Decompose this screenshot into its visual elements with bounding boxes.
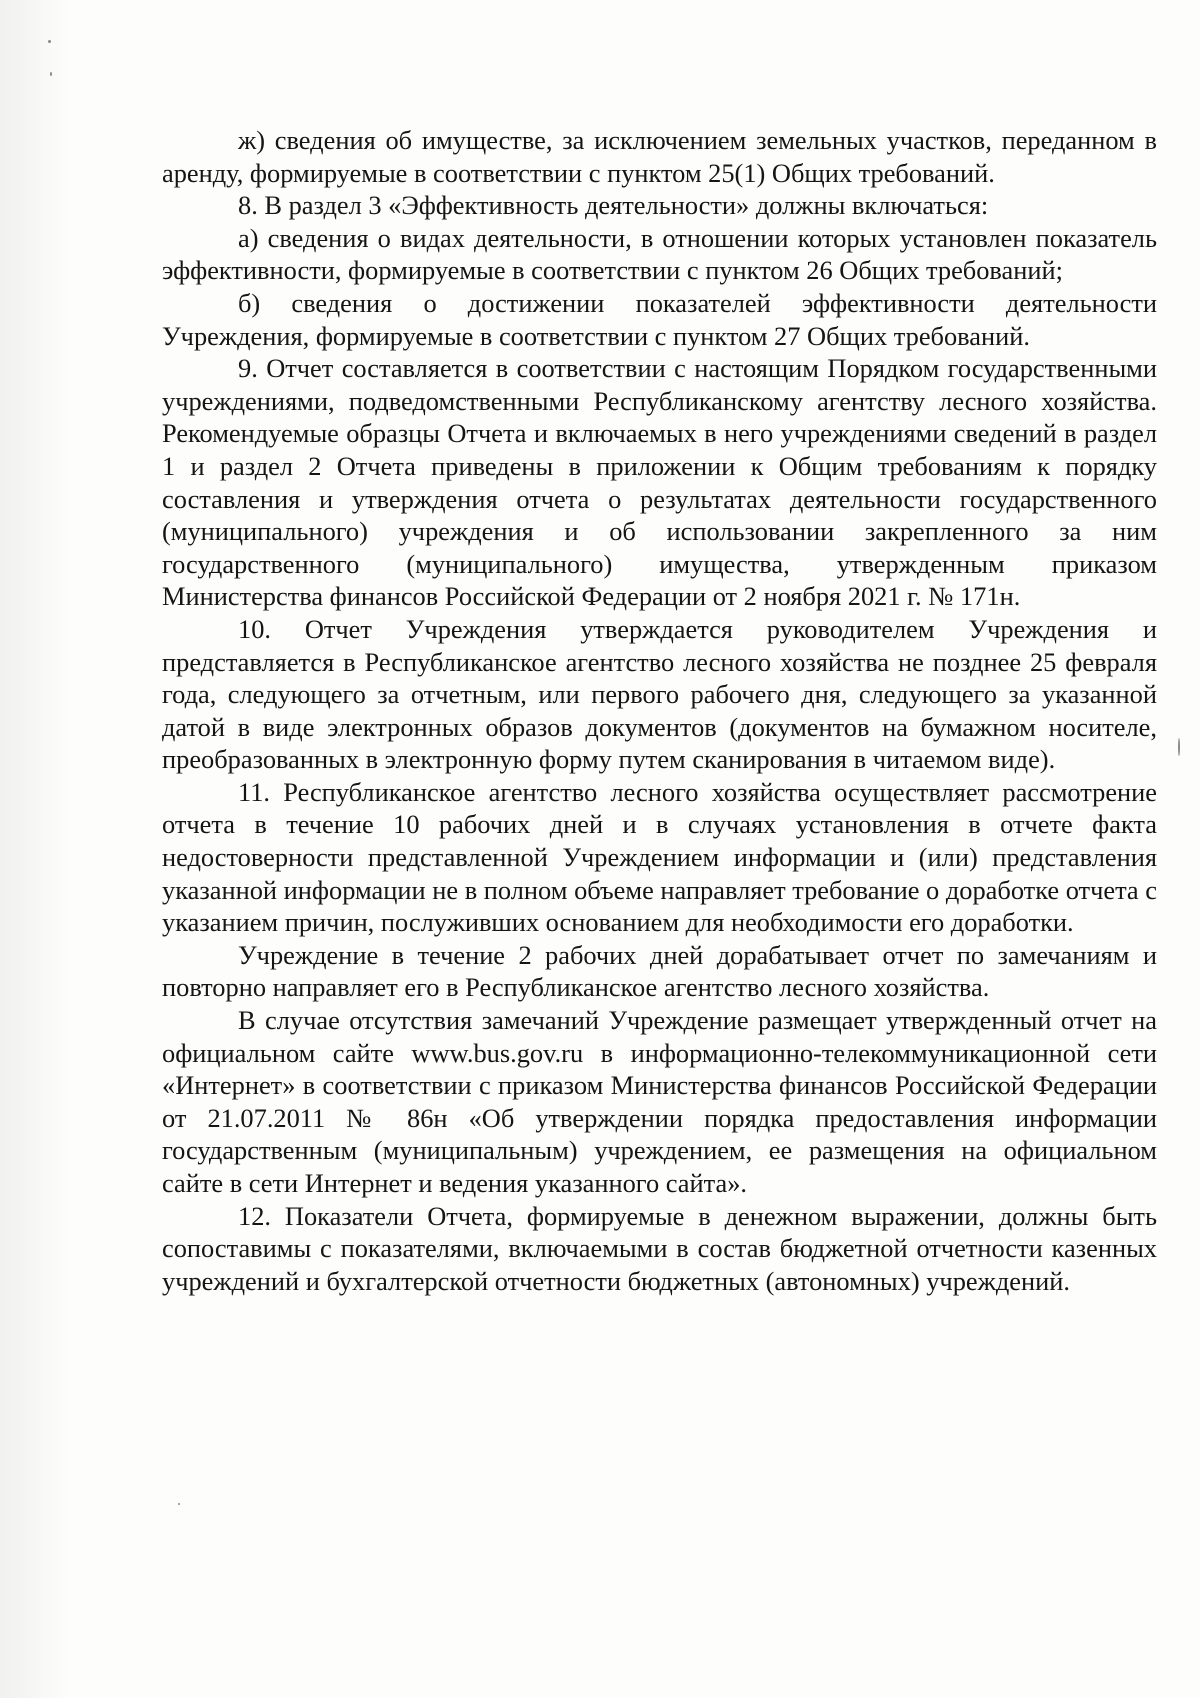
paragraph-clause-8-b: б) сведения о достижении показателей эффективности деятельности Учреждения, формируемые в соответствии с пунктом 27 Общих требований. xyxy=(162,287,1157,351)
scan-speck xyxy=(48,40,51,43)
scan-shadow-edge xyxy=(0,0,70,1698)
paragraph-clause-9: 9. Отчет составляется в соответствии с настоящим Порядком государственными учреждениями, подведомственными Республиканскому агентству лесного хозяйства. Рекомендуемые образцы Отчета и включаемых в него учреждениями сведений в раздел 1 и раздел 2 Отчета приведены в приложении к Общим требованиям к порядку составления и утверждения отчета о результатах деятельности государственного (муниципального) учреждения и об использовании закрепленного за ним государственного (муниципального) имущества, утвержденным приказом Министерства финансов Российской Федерации от 2 ноября 2021 г. № 171н. xyxy=(162,353,1157,612)
document-body xyxy=(162,124,1157,1297)
paragraph-clause-8-a: а) сведения о видах деятельности, в отношении которых установлен показатель эффективности, формируемые в соответствии с пунктом 26 Общих требований; xyxy=(162,222,1157,286)
paragraph-clause-12: 12. Показатели Отчета, формируемые в денежном выражении, должны быть сопоставимы с показателями, включаемыми в состав бюджетной отчетности казенных учреждений и бухгалтерской отчетности бюджетных (автономных) учреждений. xyxy=(162,1200,1157,1296)
paragraph-clause-11: 11. Республиканское агентство лесного хозяйства осуществляет рассмотрение отчета в течение 10 рабочих дней и в случаях установления в отчете факта недостоверности представленной Учреждением информации и (или) представления указанной информации не в полном объеме направляет требование о доработке отчета с указанием причин, послуживших основанием для необходимости его доработки. xyxy=(162,776,1157,938)
paragraph-clause-10: 10. Отчет Учреждения утверждается руководителем Учреждения и представляется в Республиканское агентство лесного хозяйства не позднее 25 февраля года, следующего за отчетным, или первого рабочего дня, следующего за указанной датой в виде электронных образов документов (документов на бумажном носителе, преобразованных в электронную форму путем сканирования в читаемом виде). xyxy=(162,613,1157,775)
scan-speck xyxy=(50,72,52,76)
scan-speck xyxy=(1178,738,1180,756)
paragraph-clause-11-publish: В случае отсутствия замечаний Учреждение размещает утвержденный отчет на официальном сайте www.bus.gov.ru в информационно-телекоммуникационной сети «Интернет» в соответствии с приказом Министерства финансов Российской Федерации от 21.07.2011 № 86н «Об утверждении порядка предоставления информации государственным (муниципальным) учреждением, ее размещения на официальном сайте в сети Интернет и ведения указанного сайта». xyxy=(162,1005,1157,1198)
paragraph-item-zh: ж) сведения об имуществе, за исключением земельных участков, переданном в аренду, формируемые в соответствии с пунктом 25(1) Общих требований. xyxy=(162,125,1157,188)
paragraph-clause-11-rework: Учреждение в течение 2 рабочих дней дорабатывает отчет по замечаниям и повторно направляет его в Республиканское агентство лесного хозяйства. xyxy=(162,939,1157,1003)
scan-speck xyxy=(178,1503,180,1505)
paragraph-clause-8: 8. В раздел 3 «Эффективность деятельности» должны включаться: xyxy=(238,190,989,221)
